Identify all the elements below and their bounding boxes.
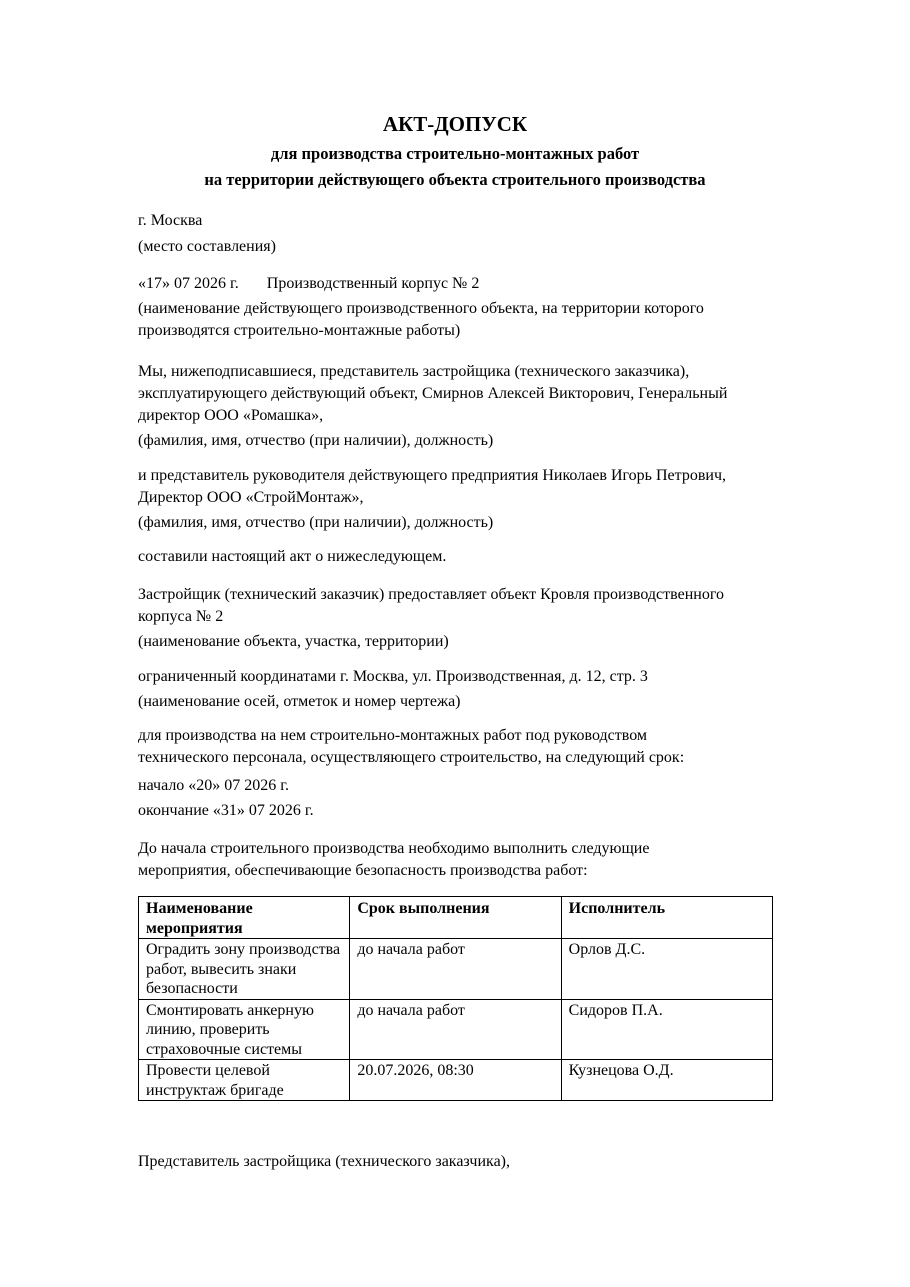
facility-caption-1: (наименование действующего производственного объекта, на территории которого: [138, 300, 704, 317]
table-row: [139, 999, 773, 1060]
cell-deadline: до начала работ: [350, 939, 561, 1000]
start-date: начало «20» 07 2026 г.: [138, 777, 290, 794]
para1-line1: Мы, нижеподписавшиеся, представитель застройщика (технического заказчика),: [138, 363, 690, 380]
person-caption-1: (фамилия, имя, отчество (при наличии), должность): [138, 432, 494, 449]
header-measure: Наименование мероприятия: [139, 897, 350, 939]
measures-table: [138, 896, 773, 1101]
para4-line2: корпуса № 2: [138, 608, 224, 625]
para6-line1: для производства на нем строительно-монтажных работ под руководством: [138, 727, 648, 744]
para2-line2: Директор ООО «СтройМонтаж»,: [138, 489, 364, 506]
table-row: [139, 1060, 773, 1101]
para3: составили настоящий акт о нижеследующем.: [138, 548, 447, 565]
table-row: [139, 939, 773, 1000]
act-date: «17» 07 2026 г.: [138, 275, 239, 292]
cell-executor: Орлов Д.С.: [561, 939, 772, 1000]
place-caption: (место составления): [138, 238, 276, 255]
document-subtitle-1: для производства строительно-монтажных работ: [270, 144, 640, 163]
person-caption-2: (фамилия, имя, отчество (при наличии), должность): [138, 514, 494, 531]
cell-deadline: 20.07.2026, 08:30: [350, 1060, 561, 1101]
signature-line: Представитель застройщика (технического заказчика),: [138, 1153, 510, 1170]
object-caption: (наименование объекта, участка, территории): [138, 633, 449, 650]
para6-line2: технического персонала, осуществляющего строительство, на следующий срок:: [138, 749, 685, 766]
document-title: АКТ-ДОПУСК: [382, 112, 528, 136]
facility-name: Производственный корпус № 2: [266, 275, 480, 292]
cell-measure: Смонтировать анкерную линию, проверить страховочные системы: [139, 999, 350, 1060]
para7-line1: До начала строительного производства необходимо выполнить следующие: [138, 840, 650, 857]
cell-measure: Провести целевой инструктаж бригаде: [139, 1060, 350, 1101]
header-executor: Исполнитель: [561, 897, 772, 939]
table-header-row: [139, 897, 773, 939]
para7-line2: мероприятия, обеспечивающие безопасность производства работ:: [138, 862, 588, 879]
date-facility-line: [138, 273, 778, 295]
cell-executor: Кузнецова О.Д.: [561, 1060, 772, 1101]
facility-caption-2: производятся строительно-монтажные работы): [138, 322, 461, 339]
header-deadline: Срок выполнения: [350, 897, 561, 939]
place-value: г. Москва: [138, 212, 203, 229]
para4-line1: Застройщик (технический заказчик) предоставляет объект Кровля производственного: [138, 586, 724, 603]
para1-line3: директор ООО «Ромашка»,: [138, 407, 324, 424]
para5: ограниченный координатами г. Москва, ул. Производственная, д. 12, стр. 3: [138, 668, 648, 685]
cell-measure: Оградить зону производства работ, вывесить знаки безопасности: [139, 939, 350, 1000]
cell-deadline: до начала работ: [350, 999, 561, 1060]
document-subtitle-2: на территории действующего объекта строительного производства: [204, 170, 706, 189]
coords-caption: (наименование осей, отметок и номер чертежа): [138, 693, 461, 710]
para2-line1: и представитель руководителя действующего предприятия Николаев Игорь Петрович,: [138, 467, 726, 484]
cell-executor: Сидоров П.А.: [561, 999, 772, 1060]
end-date: окончание «31» 07 2026 г.: [138, 802, 314, 819]
para1-line2: эксплуатирующего действующий объект, Смирнов Алексей Викторович, Генеральный: [138, 385, 728, 402]
